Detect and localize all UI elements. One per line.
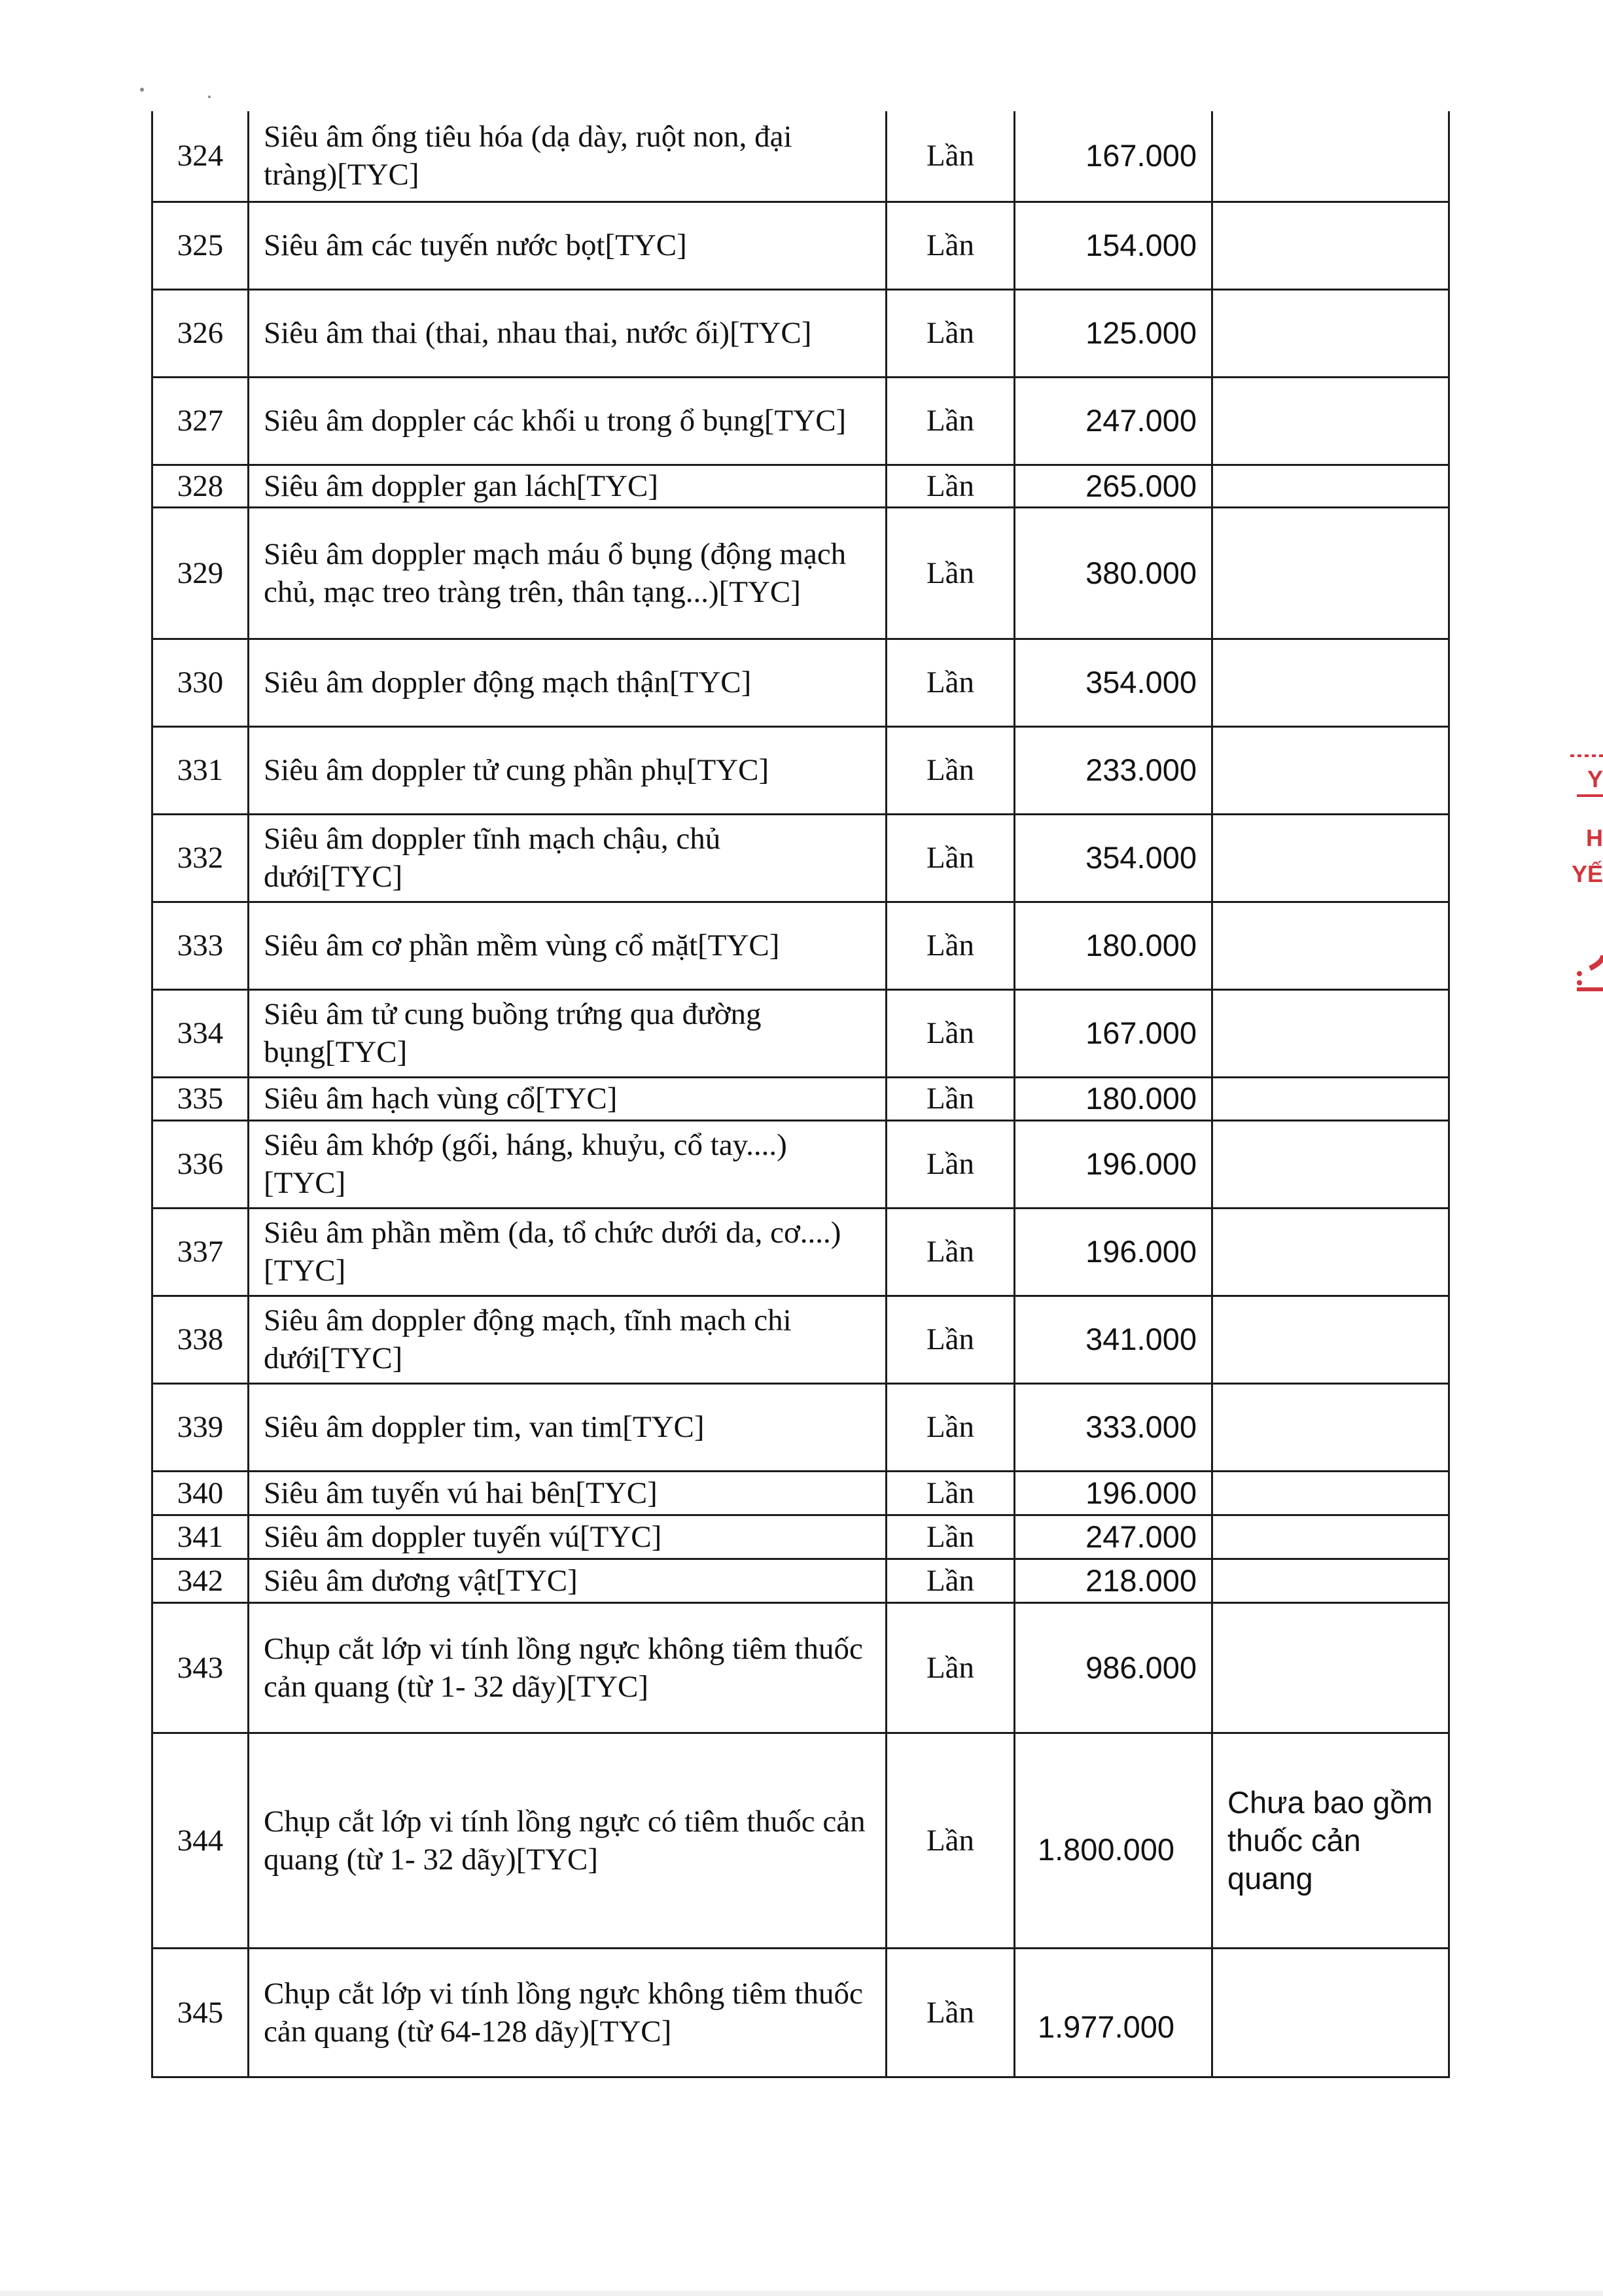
service-name: Chụp cắt lớp vi tính lồng ngực không tiêm thuốc cản quang (từ 1- 32 dãy)[TYC] (249, 1602, 887, 1733)
table-row (152, 1515, 1449, 1559)
unit: Lần (887, 1515, 1015, 1559)
note (1212, 111, 1449, 202)
table-row (152, 989, 1449, 1077)
row-number: 331 (152, 726, 249, 814)
service-name: Siêu âm doppler các khối u trong ổ bụng[TYC] (249, 377, 887, 465)
unit: Lần (887, 111, 1015, 202)
table-row (152, 465, 1449, 507)
stamp-text: Y (1587, 766, 1603, 792)
row-number: 334 (152, 989, 249, 1077)
service-name: Siêu âm thai (thai, nhau thai, nước ối)[TYC] (249, 289, 887, 377)
service-name: Siêu âm ống tiêu hóa (dạ dày, ruột non, đại tràng)[TYC] (249, 111, 887, 202)
stamp-graphic (1551, 746, 1603, 1021)
price: 180.000 (1015, 902, 1212, 989)
unit: Lần (887, 902, 1015, 989)
table-row (152, 111, 1449, 202)
note (1212, 1559, 1449, 1602)
table-row (152, 726, 1449, 814)
note (1212, 465, 1449, 507)
stamp-text: H (1586, 824, 1603, 851)
unit: Lần (887, 1559, 1015, 1602)
service-name: Siêu âm cơ phần mềm vùng cổ mặt[TYC] (249, 902, 887, 989)
row-number: 336 (152, 1120, 249, 1208)
row-number: 337 (152, 1208, 249, 1296)
service-name: Siêu âm doppler động mạch, tĩnh mạch chi dưới[TYC] (249, 1296, 887, 1383)
row-number: 338 (152, 1296, 249, 1383)
service-name: Siêu âm doppler gan lách[TYC] (249, 465, 887, 507)
table-row (152, 1077, 1449, 1120)
unit: Lần (887, 465, 1015, 507)
price: 125.000 (1015, 289, 1212, 377)
price: 986.000 (1015, 1602, 1212, 1733)
row-number: 342 (152, 1559, 249, 1602)
price: 247.000 (1015, 377, 1212, 465)
price: 1.800.000 (1015, 1733, 1212, 1948)
note (1212, 1948, 1449, 2077)
table-row (152, 1208, 1449, 1296)
service-name: Siêu âm phần mềm (da, tổ chức dưới da, cơ....)[TYC] (249, 1208, 887, 1296)
price: 341.000 (1015, 1296, 1212, 1383)
row-number: 329 (152, 507, 249, 639)
unit: Lần (887, 639, 1015, 726)
note (1212, 202, 1449, 289)
unit: Lần (887, 289, 1015, 377)
scan-edge (0, 2291, 1603, 2296)
table-row (152, 289, 1449, 377)
service-name: Chụp cắt lớp vi tính lồng ngực có tiêm thuốc cản quang (từ 1- 32 dãy)[TYC] (249, 1733, 887, 1948)
table-row (152, 639, 1449, 726)
note (1212, 1602, 1449, 1733)
table-row (152, 902, 1449, 989)
unit: Lần (887, 1383, 1015, 1471)
note (1212, 639, 1449, 726)
table-row (152, 1120, 1449, 1208)
stamp-text: YẾ (1571, 860, 1603, 887)
price: 180.000 (1015, 1077, 1212, 1120)
service-name: Siêu âm doppler động mạch thận[TYC] (249, 639, 887, 726)
row-number: 345 (152, 1948, 249, 2077)
row-number: 325 (152, 202, 249, 289)
note (1212, 814, 1449, 902)
service-name: Siêu âm doppler tĩnh mạch chậu, chủ dưới[TYC] (249, 814, 887, 902)
service-name: Siêu âm doppler mạch máu ổ bụng (động mạch chủ, mạc treo tràng trên, thân tạng...)[TYC] (249, 507, 887, 639)
service-name: Siêu âm doppler tử cung phần phụ[TYC] (249, 726, 887, 814)
service-name: Chụp cắt lớp vi tính lồng ngực không tiêm thuốc cản quang (từ 64-128 dãy)[TYC] (249, 1948, 887, 2077)
row-number: 332 (152, 814, 249, 902)
table-row (152, 814, 1449, 902)
unit: Lần (887, 202, 1015, 289)
row-number: 341 (152, 1515, 249, 1559)
note (1212, 289, 1449, 377)
table-row (152, 1471, 1449, 1515)
note (1212, 726, 1449, 814)
note (1212, 377, 1449, 465)
row-number: 326 (152, 289, 249, 377)
note (1212, 1383, 1449, 1471)
unit: Lần (887, 1077, 1015, 1120)
row-number: 324 (152, 111, 249, 202)
note (1212, 507, 1449, 639)
row-number: 343 (152, 1602, 249, 1733)
unit: Lần (887, 1948, 1015, 2077)
note (1212, 1077, 1449, 1120)
row-number: 333 (152, 902, 249, 989)
note: Chưa bao gồm thuốc cản quang (1212, 1733, 1449, 1948)
table-row (152, 1383, 1449, 1471)
service-name: Siêu âm dương vật[TYC] (249, 1559, 887, 1602)
unit: Lần (887, 1733, 1015, 1948)
price: 218.000 (1015, 1559, 1212, 1602)
scan-speck (208, 96, 211, 98)
note (1212, 1208, 1449, 1296)
price: 167.000 (1015, 989, 1212, 1077)
price: 233.000 (1015, 726, 1212, 814)
note (1212, 1471, 1449, 1515)
price: 1.977.000 (1015, 1948, 1212, 2077)
row-number: 328 (152, 465, 249, 507)
service-name: Siêu âm hạch vùng cổ[TYC] (249, 1077, 887, 1120)
unit: Lần (887, 989, 1015, 1077)
unit: Lần (887, 1208, 1015, 1296)
table-row (152, 1948, 1449, 2077)
unit: Lần (887, 1471, 1015, 1515)
table-row (152, 1733, 1449, 1948)
note (1212, 1120, 1449, 1208)
service-name: Siêu âm tử cung buồng trứng qua đường bụng[TYC] (249, 989, 887, 1077)
unit: Lần (887, 814, 1015, 902)
unit: Lần (887, 1602, 1015, 1733)
unit: Lần (887, 507, 1015, 639)
unit: Lần (887, 726, 1015, 814)
service-name: Siêu âm khớp (gối, háng, khuỷu, cổ tay....)[TYC] (249, 1120, 887, 1208)
price: 196.000 (1015, 1208, 1212, 1296)
price: 265.000 (1015, 465, 1212, 507)
red-stamp-fragment (1551, 746, 1603, 1021)
price-table (151, 111, 1450, 2078)
row-number: 344 (152, 1733, 249, 1948)
service-name: Siêu âm doppler tim, van tim[TYC] (249, 1383, 887, 1471)
service-name: Siêu âm doppler tuyến vú[TYC] (249, 1515, 887, 1559)
table-row (152, 1559, 1449, 1602)
service-name: Siêu âm tuyến vú hai bên[TYC] (249, 1471, 887, 1515)
table-row (152, 507, 1449, 639)
table-row (152, 1602, 1449, 1733)
row-number: 335 (152, 1077, 249, 1120)
note (1212, 1515, 1449, 1559)
service-name: Siêu âm các tuyến nước bọt[TYC] (249, 202, 887, 289)
price: 354.000 (1015, 639, 1212, 726)
note (1212, 1296, 1449, 1383)
price: 247.000 (1015, 1515, 1212, 1559)
note (1212, 902, 1449, 989)
unit: Lần (887, 1296, 1015, 1383)
table-row (152, 202, 1449, 289)
price: 380.000 (1015, 507, 1212, 639)
table-row (152, 1296, 1449, 1383)
scan-speck (140, 88, 144, 92)
price: 196.000 (1015, 1471, 1212, 1515)
price: 167.000 (1015, 111, 1212, 202)
unit: Lần (887, 1120, 1015, 1208)
row-number: 327 (152, 377, 249, 465)
row-number: 340 (152, 1471, 249, 1515)
price: 333.000 (1015, 1383, 1212, 1471)
table-row (152, 377, 1449, 465)
row-number: 339 (152, 1383, 249, 1471)
unit: Lần (887, 377, 1015, 465)
price: 154.000 (1015, 202, 1212, 289)
price: 354.000 (1015, 814, 1212, 902)
row-number: 330 (152, 639, 249, 726)
note (1212, 989, 1449, 1077)
price: 196.000 (1015, 1120, 1212, 1208)
